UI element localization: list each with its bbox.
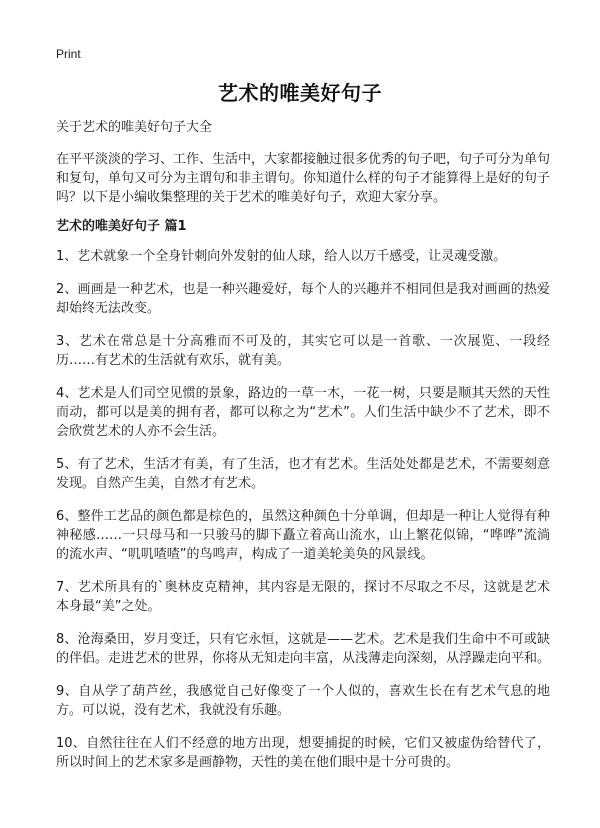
- list-item: 5、有了艺术，生活才有美，有了生活，也才有艺术。生活处处都是艺术，不需要刻意发现。自然产生美，自然才有艺术。: [56, 457, 550, 491]
- intro-paragraph: 在平平淡淡的学习、工作、生活中，大家都接触过很多优秀的句子吧，句子可分为单句和复句，单句又可分为主谓句和非主谓句。你知道什么样的句子才能算得上是好的句子吗？以下是小编收集整理的关于艺术的唯美好句子，欢迎大家分享。: [56, 152, 551, 205]
- page-title: 艺术的唯美好句子: [218, 81, 382, 105]
- list-item: 2、画画是一种艺术，也是一种兴趣爱好，每个人的兴趣并不相同但是我对画画的热爱却始终无法改变。: [56, 282, 550, 316]
- document-body: [56, 118, 550, 786]
- list-item: 8、沧海桑田，岁月变迁，只有它永恒，这就是——艺术。艺术是我们生命中不可或缺的伴侣。走进艺术的世界，你将从无知走向丰富，从浅薄走向深刻，从浮躁走向平和。: [56, 632, 551, 666]
- list-item: 6、整件工艺品的颜色都是棕色的，虽然这种颜色十分单调，但却是一种让人觉得有种神秘感……一只母马和一只骏马的脚下矗立着高山流水，山上繁花似锦，“哗哗”流淌的流水声、“叽叽喳喳”的鸟鸣声，构成了一道美轮美奂的风景线。: [56, 509, 550, 562]
- list-item: 9、自从学了葫芦丝，我感觉自己好像变了一个人似的，喜欢生长在有艺术气息的地方。可以说，没有艺术，我就没有乐趣。: [56, 684, 550, 718]
- section-heading: 艺术的唯美好句子 篇1: [56, 219, 187, 234]
- list-item: 1、艺术就象一个全身针刺向外发射的仙人球，给人以万千感受，让灵魂受激。: [56, 249, 507, 264]
- document-subtitle: 关于艺术的唯美好句子大全: [56, 120, 213, 135]
- print-link[interactable]: Print: [56, 47, 81, 61]
- list-item: 3、艺术在常总是十分高雅而不可及的，其实它可以是一首歌、一次展览、一段经历……有艺术的生活就有欢乐，就有美。: [56, 334, 550, 368]
- list-item: 7、艺术所具有的`奥林皮克精神，其内容是无限的，探讨不尽取之不尽，这就是艺术本身最“美”之处。: [56, 580, 550, 614]
- list-item: 10、自然往往在人们不经意的地方出现，想要捕捉的时候，它们又被虚伪给替代了，所以时间上的艺术家多是画静物，天性的美在他们眼中是十分可贵的。: [56, 736, 550, 770]
- list-item: 4、艺术是人们司空见惯的景象，路边的一草一木，一花一树，只要是顺其天然的天性而动，都可以是美的拥有者，都可以称之为“艺术”。人们生活中缺少不了艺术，即不会欣赏艺术的人亦不会生活。: [56, 386, 550, 439]
